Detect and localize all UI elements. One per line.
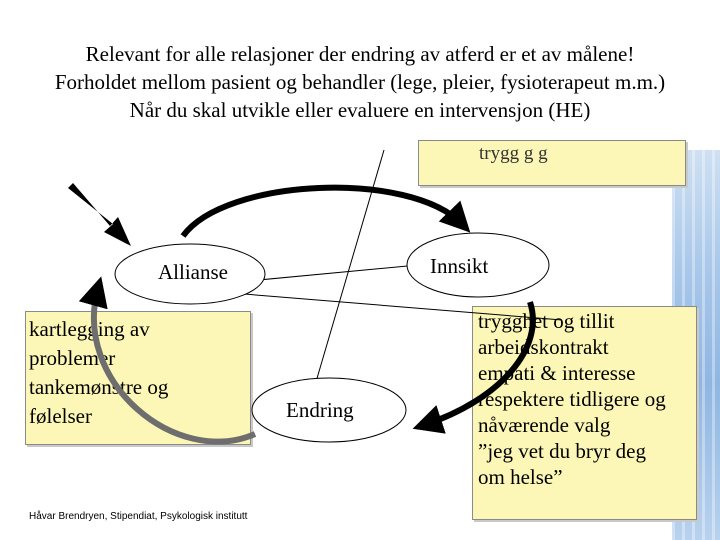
curved-arrow-right — [424, 302, 533, 425]
left-note-line: problemer — [29, 346, 116, 370]
right-note-line: empati & interesse — [478, 361, 636, 385]
right-note-line: om helse” — [478, 465, 563, 489]
innsikt-label: Innsikt — [430, 254, 489, 278]
curved-arrow-left — [94, 288, 255, 442]
left-note-line: tankemønstre og — [29, 375, 169, 399]
big-diagonal-arrow — [68, 183, 131, 246]
right-note-line: ”jeg vet du bryr deg — [478, 439, 646, 463]
slide-title — [0, 40, 720, 124]
right-note-line: trygghet og tillit — [478, 309, 615, 333]
right-note-line: arbeidskontrakt — [478, 335, 609, 359]
left-note-line: følelser — [29, 404, 92, 428]
curved-arrow-top — [183, 188, 462, 236]
title-line: Når du skal utvikle eller evaluere en intervensjon (HE) — [129, 98, 591, 122]
endring-label: Endring — [286, 398, 354, 422]
top-note-text: trygg g g — [479, 143, 548, 164]
allianse-label: Allianse — [158, 260, 228, 284]
footer-credit: Håvar Brendryen, Stipendiat, Psykologisk institutt — [29, 511, 248, 522]
left-note-line: kartlegging av — [29, 317, 150, 341]
right-note-line: respektere tidligere og — [478, 387, 666, 411]
connector-line — [248, 265, 418, 281]
title-line: Forholdet mellom pasient og behandler (lege, pleier, fysioterapeut m.m.) — [54, 70, 666, 94]
right-note-line: nåværende valg — [478, 413, 611, 437]
title-line: Relevant for alle relasjoner der endring av atferd er et av målene! — [85, 42, 635, 66]
